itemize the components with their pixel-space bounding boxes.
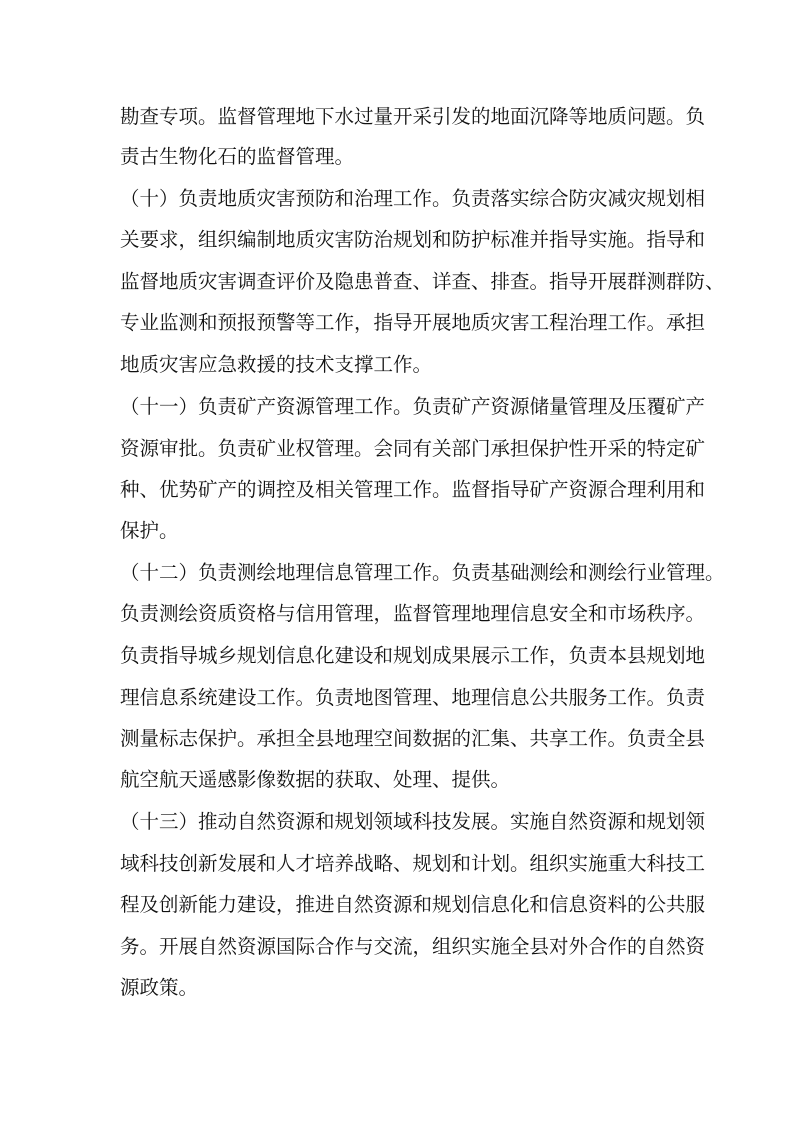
text-line: 责古生物化石的监督管理。 bbox=[120, 145, 355, 168]
paragraph-heading-line: （十）负责地质灾害预防和治理工作。负责落实综合防灾减灾规划相 bbox=[120, 187, 706, 210]
text-line: 务。开展自然资源国际合作与交流，组织实施全县对外合作的自然资 bbox=[120, 935, 706, 958]
text-line: 域科技创新发展和人才培养战略、规划和计划。组织实施重大科技工 bbox=[120, 852, 706, 875]
text-line: 种、优势矿产的调控及相关管理工作。监督指导矿产资源合理利用和 bbox=[120, 478, 706, 501]
paragraph-heading-line: （十一）负责矿产资源管理工作。负责矿产资源储量管理及压覆矿产 bbox=[120, 395, 706, 418]
text-line: 资源审批。负责矿业权管理。会同有关部门承担保护性开采的特定矿 bbox=[120, 437, 706, 460]
text-line: 程及创新能力建设，推进自然资源和规划信息化和信息资料的公共服 bbox=[120, 893, 706, 916]
paragraph-heading-line: （十二）负责测绘地理信息管理工作。负责基础测绘和测绘行业管理。 bbox=[120, 561, 725, 584]
paragraph-heading-line: （十三）推动自然资源和规划领域科技发展。实施自然资源和规划领 bbox=[120, 810, 706, 833]
text-line: 关要求，组织编制地质灾害防治规划和防护标准并指导实施。指导和 bbox=[120, 228, 706, 251]
text-line: 专业监测和预报预警等工作，指导开展地质灾害工程治理工作。承担 bbox=[120, 311, 706, 334]
text-line: 航空航天遥感影像数据的获取、处理、提供。 bbox=[120, 768, 511, 791]
text-line: 监督地质灾害调查评价及隐患普查、详查、排查。指导开展群测群防、 bbox=[120, 270, 725, 293]
text-line: 负责测绘资质资格与信用管理，监督管理地理信息安全和市场秩序。 bbox=[120, 602, 706, 625]
text-line: 勘查专项。监督管理地下水过量开采引发的地面沉降等地质问题。负 bbox=[120, 105, 706, 128]
text-line: 保护。 bbox=[120, 519, 179, 542]
text-line: 测量标志保护。承担全县地理空间数据的汇集、共享工作。负责全县 bbox=[120, 727, 706, 750]
text-line: 理信息系统建设工作。负责地图管理、地理信息公共服务工作。负责 bbox=[120, 686, 706, 709]
text-line: 源政策。 bbox=[120, 976, 199, 999]
text-line: 负责指导城乡规划信息化建设和规划成果展示工作，负责本县规划地 bbox=[120, 644, 706, 667]
text-line: 地质灾害应急救援的技术支撑工作。 bbox=[120, 353, 433, 376]
